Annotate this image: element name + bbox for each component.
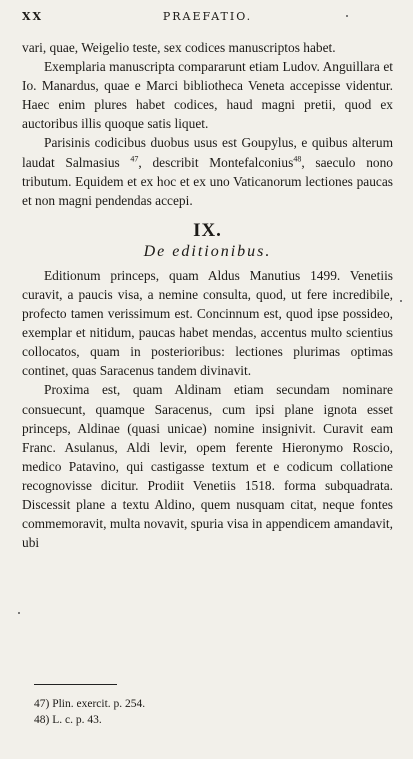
section-title: De editionibus. xyxy=(143,242,272,260)
paragraph: vari, quae, Weigelio teste, sex codices manuscriptos habet. xyxy=(22,40,336,55)
footnotes xyxy=(34,696,394,728)
paper-speck xyxy=(18,612,20,614)
footnote-ref: 48 xyxy=(293,154,302,164)
running-title: PRAEFATIO. xyxy=(162,10,253,23)
text-run: , saeculo nono tributum. Equidem et ex hoc et ex uno Vaticanorum lectiones paucas et non magni pendendas accepi. xyxy=(22,154,393,208)
paragraph: Exemplaria manuscripta compararunt etiam Ludov. Anguillara et Io. Manardus, quae e Marci bibliotheca Veneta accepisse videntur. Haec enim plures habet codices, haud magni pretii, quod ex auctoribus illis quoque satis liquet. xyxy=(22,59,393,132)
paragraph: Proxima est, quam Aldinam etiam secundam nominare consuecunt, quamque Saracenus, cum ipsi plane ignota esset princeps, Aldinae (quasi unicae) nomine insignivit. Curavit eam Franc. Asulanus, Aldi levir, opem ferente Hieronymo Roscio, medico Patavino, qui castigasse textum et e codicum collatione recognovisse dicitur. Prodiit Venetiis 1518. forma subquadrata. Discessit plane a textu Aldino, quem nusquam citat, neque fontes commemoravit, multa novavit, spuria visa in appendicem amandavit, ubi xyxy=(22,382,393,551)
footnote-rule xyxy=(34,684,117,685)
section-number: IX. xyxy=(193,219,222,241)
paper-speck xyxy=(400,300,402,302)
footnote-ref: 47 xyxy=(130,154,139,164)
footnote: 48) L. c. p. 43. xyxy=(34,714,102,726)
paragraph: Editionum princeps, quam Aldus Manutius 1499. Venetiis curavit, a paucis visa, a nemine consulta, quod, ut fere incredibile, profecto tamen verissimum est. Concinnum est, quod ipse possideo, exemplar et nitidum, paucas habet mendas, accentus multo scientius collocatos, quam in posterioribus: lectiones plurimas optimas continet, quas Saracenus tandem divinavit. xyxy=(22,267,393,379)
paper-speck xyxy=(346,15,348,17)
paragraph xyxy=(22,133,393,209)
page-number: XX xyxy=(22,10,44,23)
running-head xyxy=(22,10,393,28)
main-text xyxy=(22,38,393,552)
text-run: , describit Montefalconius xyxy=(138,154,294,170)
text-run: Parisinis codicibus duobus usus est Goupylus, e quibus alterum laudat Salmasius xyxy=(22,135,393,170)
footnote: 47) Plin. exercit. p. 254. xyxy=(34,698,146,710)
